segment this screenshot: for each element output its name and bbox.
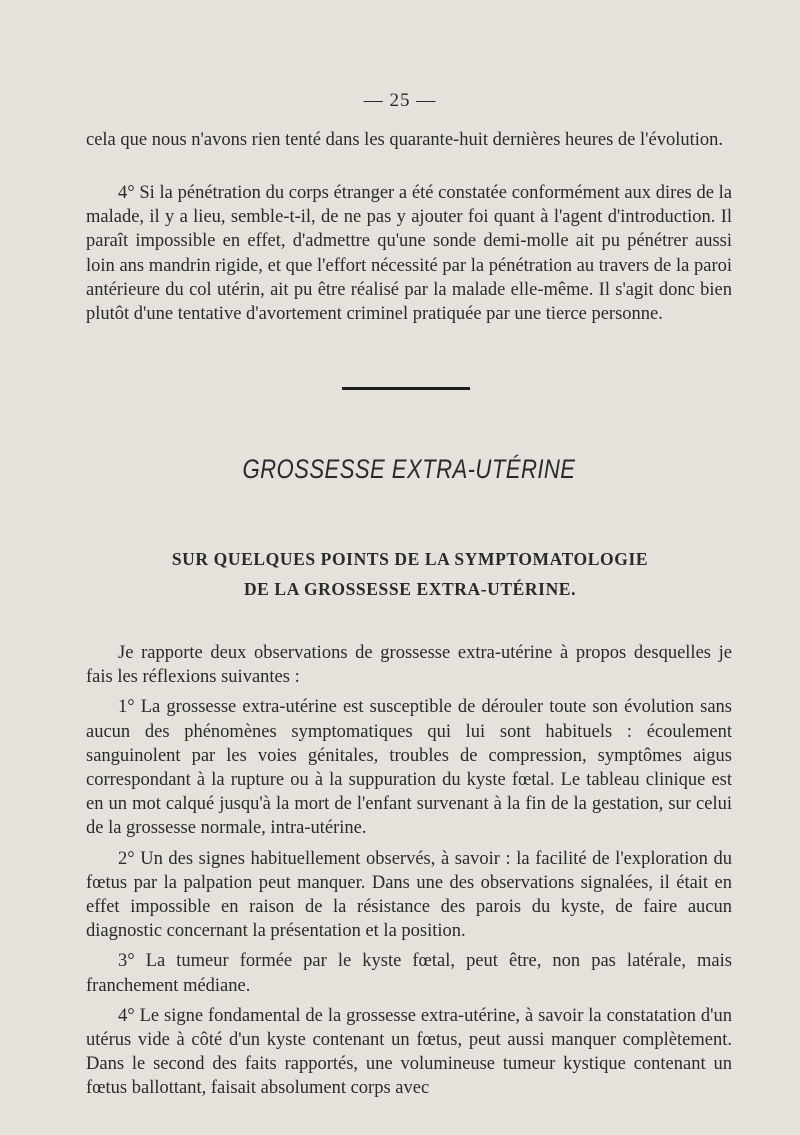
continuation-block	[86, 128, 732, 152]
item-four-paragraph: 4° Si la pénétration du corps étranger a été constatée conformément aux dires de la malade, il y a lieu, semble-t-il, de ne pas y ajouter foi quant à l'agent d'introduction. Il paraît impossible en effet, d'admettre qu'une sonde demi-molle ait pu pénétrer aussi loin ans mandrin rigide, et que l'effort nécessité par la pénétration au travers de la paroi antérieure du col utérin, ait pu être réalisé par la malade elle-même. Il s'agit donc bien plutôt d'une tentative d'avortement criminel pratiquée par une tierce personne.	[86, 183, 732, 325]
continuation-paragraph: cela que nous n'avons rien tenté dans les quarante-huit dernières heures de l'évolution.	[86, 130, 723, 150]
section-title: GROSSESSE EXTRA-UTÉRINE	[242, 454, 576, 484]
body-text	[86, 641, 732, 1107]
page-number: — 25 —	[363, 90, 437, 111]
item-four-block	[86, 181, 732, 326]
point-2-paragraph: 2° Un des signes habituellement observés, à savoir : la facilité de l'exploration du fœtus par la palpation peut manquer. Dans une des observations signalées, il était en effet impossible en raison de la résistance des parois du kyste, de faire aucun diagnostic concernant la présentation et la position.	[86, 848, 732, 942]
section-divider	[342, 387, 470, 390]
point-4-paragraph: 4° Le signe fondamental de la grossesse extra-utérine, à savoir la constatation d'un utérus vide à côté d'un kyste contenant un fœtus, peut aussi manquer complètement. Dans le second des faits rapportés, une volumineuse tumeur kystique contenant un fœtus ballottant, faisait absolument corps avec	[86, 1005, 732, 1099]
point-3-paragraph: 3° La tumeur formée par le kyste fœtal, peut être, non pas latérale, mais franchement médiane.	[86, 951, 732, 996]
section-subtitle-line-2: DE LA GROSSESSE EXTRA-UTÉRINE.	[243, 579, 577, 599]
point-1-paragraph: 1° La grossesse extra-utérine est susceptible de dérouler toute son évolution sans aucun des phénomènes symptomatiques qui lui sont habituels : écoulement sanguinolent par les voies génitales, troubles de compression, symptômes aigus correspondant à la rupture ou à la suppuration du kyste fœtal. Le tableau clinique est en un mot calqué jusqu'à la mort de l'enfant survenant à la fin de la gestation, sur celui de la grossesse normale, intra-utérine.	[86, 697, 732, 839]
section-subtitle-line-1: SUR QUELQUES POINTS DE LA SYMPTOMATOLOGIE	[171, 549, 649, 569]
intro-paragraph: Je rapporte deux observations de grossesse extra-utérine à propos desquelles je fais les réflexions suivantes :	[86, 643, 732, 688]
